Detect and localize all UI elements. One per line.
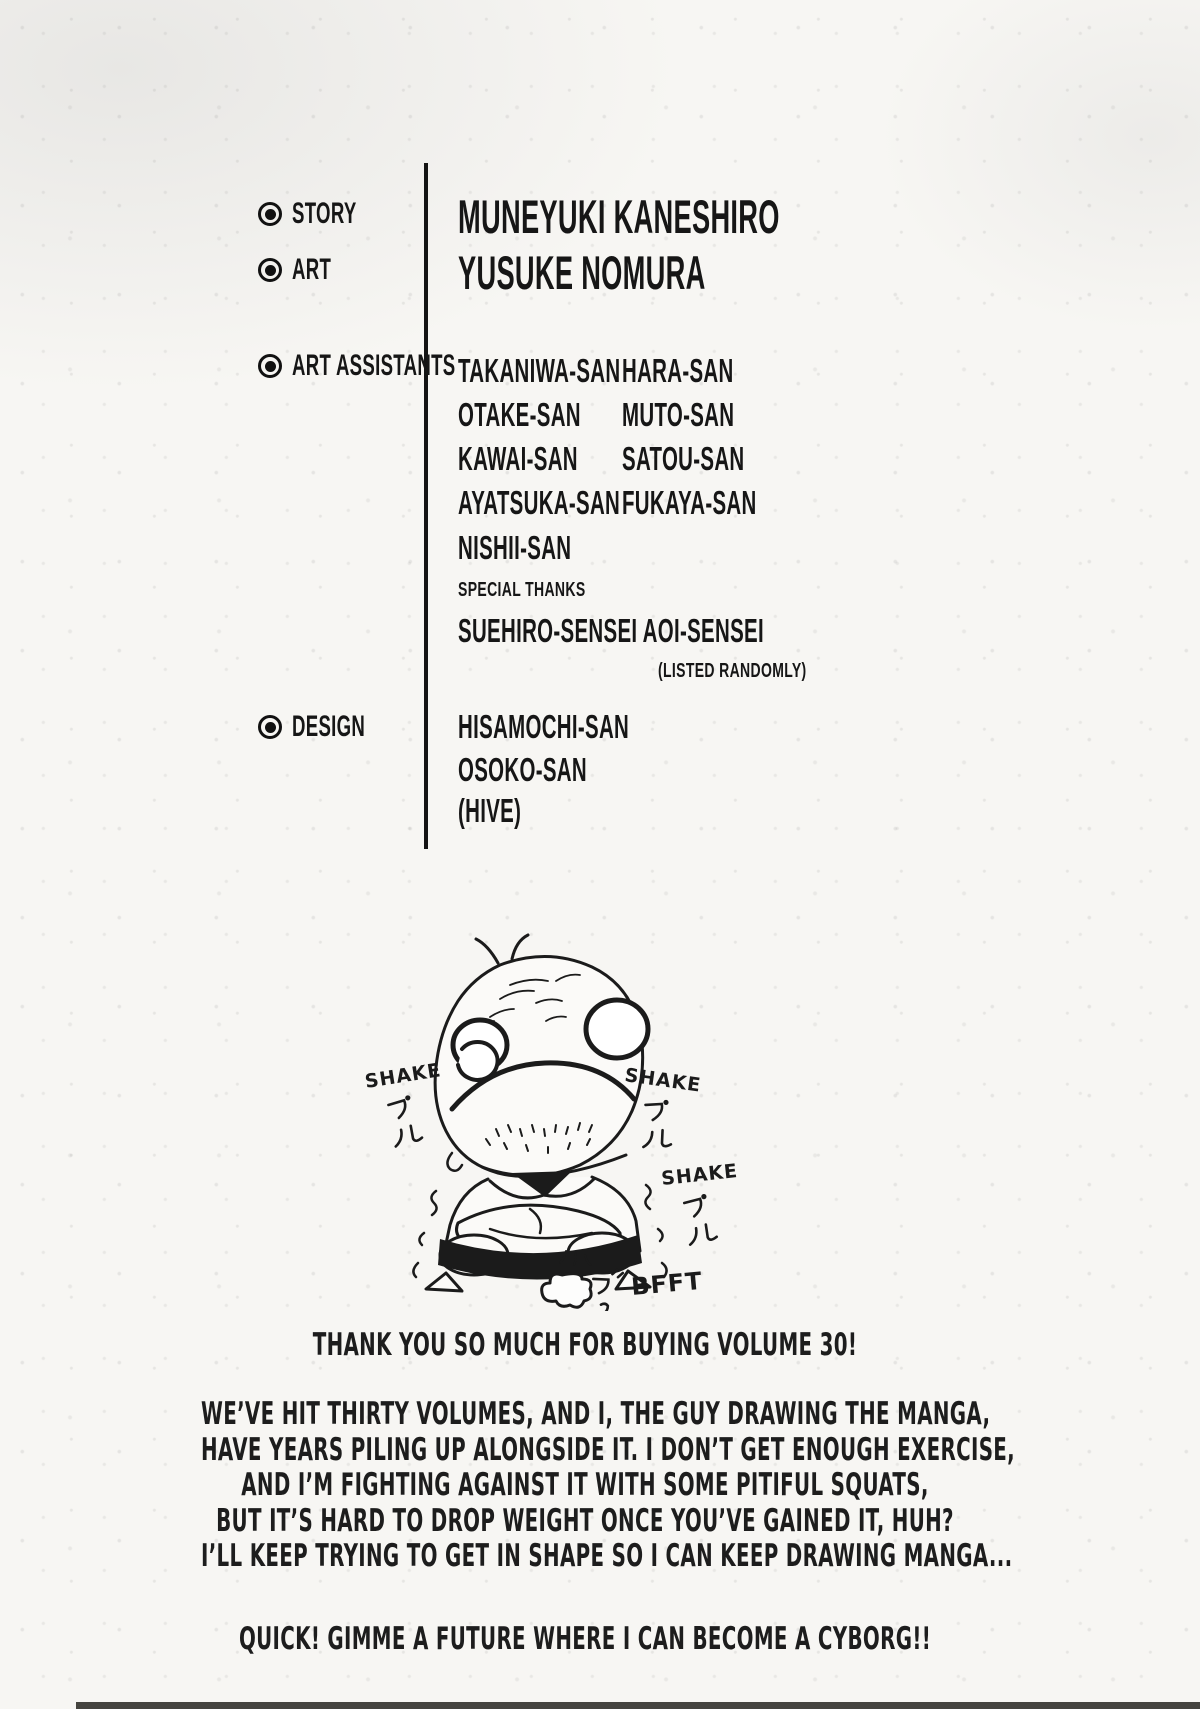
credit-label-design: DESIGN	[292, 710, 366, 743]
credit-row-design	[258, 709, 410, 745]
afterword-line: I’LL KEEP TRYING TO GET IN SHAPE SO I CAN KEEP DRAWING MANGA...	[201, 1538, 1013, 1574]
fart-puff	[542, 1274, 591, 1308]
assistant-name: KAWAI-SAN	[458, 439, 578, 477]
credit-label-art: ART	[292, 253, 332, 286]
bullet-icon	[258, 354, 282, 378]
right-eye	[586, 1000, 648, 1058]
credit-row-story	[258, 196, 396, 232]
closing-line	[201, 1622, 969, 1658]
afterword-line: WE’VE HIT THIRTY VOLUMES, AND I, THE GUY DRAWING THE MANGA,	[201, 1396, 991, 1432]
bullet-icon	[258, 258, 282, 282]
credits-divider-line	[424, 163, 428, 849]
closing-line-text: QUICK! GIMME A FUTURE WHERE I CAN BECOME A CYBORG!!	[238, 1621, 932, 1657]
sfx-jp-right-top-glyphs	[640, 1097, 676, 1150]
story-author-name: MUNEYUKI KANESHIRO	[458, 190, 780, 243]
assistant-name: OTAKE-SAN	[458, 395, 581, 433]
special-thanks-names: SUEHIRO-SENSEI AOI-SENSEI	[458, 612, 764, 649]
design-name: OSOKO-SAN	[458, 751, 587, 788]
page-bottom-edge	[76, 1702, 1200, 1709]
afterword-line: BUT IT’S HARD TO DROP WEIGHT ONCE YOU’VE GAINED IT, HUH?	[216, 1502, 954, 1539]
credit-label-story: STORY	[292, 197, 357, 230]
thanks-line	[201, 1328, 969, 1364]
assistant-name: MUTO-SAN	[622, 395, 735, 433]
sweat-drop	[447, 1153, 462, 1171]
assistant-name: NISHII-SAN	[458, 528, 572, 566]
bullet-icon	[258, 715, 282, 739]
design-name: HISAMOCHI-SAN	[458, 708, 630, 745]
assistant-name: SATOU-SAN	[622, 439, 745, 477]
assistant-name: TAKANIWA-SAN	[458, 351, 621, 389]
shaking-chibi-drawing	[340, 933, 740, 1311]
credit-row-art	[258, 252, 355, 288]
afterword-paragraph	[201, 1396, 1016, 1575]
afterword-line: HAVE YEARS PILING UP ALONGSIDE IT. I DON’T GET ENOUGH EXERCISE,	[201, 1431, 1016, 1468]
sfx-shake-right-bottom: SHAKE	[660, 1160, 740, 1190]
special-thanks-label: SPECIAL THANKS	[458, 579, 586, 601]
sfx-shake-right-top: SHAKE	[623, 1064, 703, 1097]
assistant-name: FUKAYA-SAN	[622, 483, 757, 521]
left-foot	[426, 1273, 462, 1291]
thanks-line-text: THANK YOU SO MUCH FOR BUYING VOLUME 30!	[312, 1327, 858, 1363]
author-doodle-illustration	[340, 933, 740, 1311]
bullet-icon	[258, 202, 282, 226]
assistant-name: AYATSUKA-SAN	[458, 483, 621, 521]
credit-label-art-assistants: ART ASSISTANTS	[292, 349, 456, 382]
assistants-column-2	[622, 348, 839, 524]
design-name: (HIVE)	[458, 792, 522, 829]
sfx-jp-right-bottom-glyphs	[684, 1193, 717, 1245]
art-author-name: YUSUKE NOMURA	[458, 246, 706, 299]
afterword-line: AND I’M FIGHTING AGAINST IT WITH SOME PITIFUL SQUATS,	[241, 1467, 929, 1503]
sfx-bfft: BFFT	[630, 1266, 704, 1301]
sfx-jp-left-glyphs	[388, 1094, 423, 1146]
sfx-shake-left: SHAKE	[363, 1059, 443, 1093]
assistant-name: HARA-SAN	[622, 351, 734, 389]
special-thanks-note: (LISTED RANDOMLY)	[658, 660, 807, 682]
